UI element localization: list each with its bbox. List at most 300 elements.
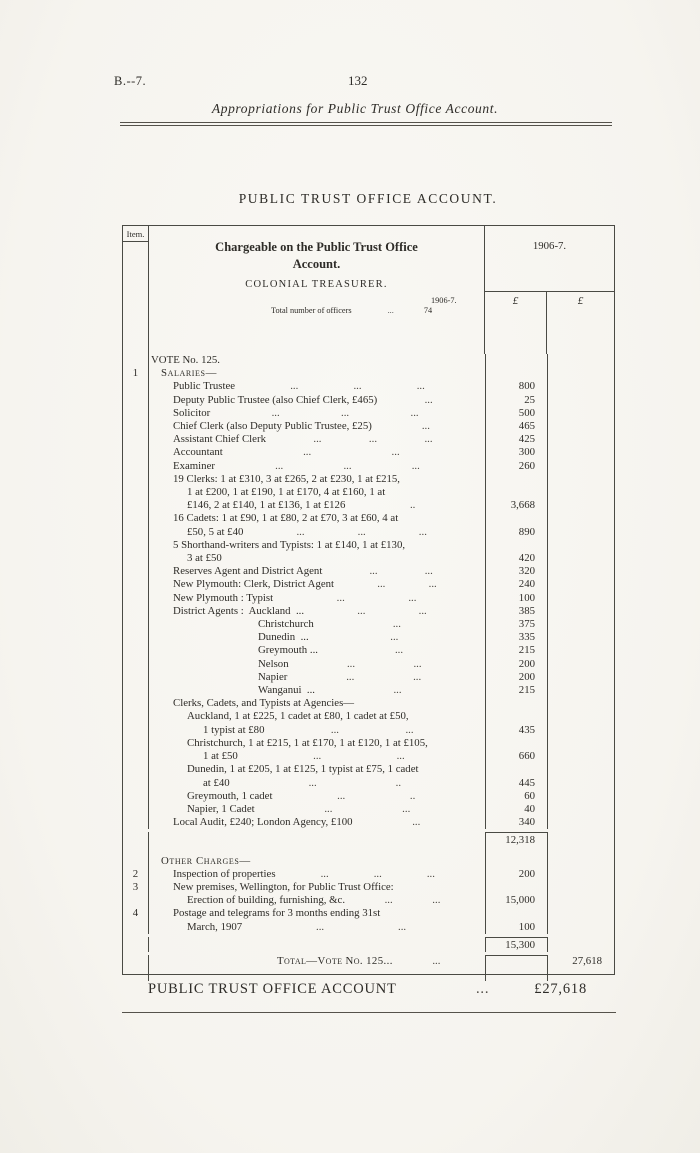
row-text: Reserves Agent and District Agent [173, 565, 323, 578]
item-number-cell [123, 737, 149, 750]
item-number-cell [123, 816, 149, 829]
total-amount-cell [548, 848, 614, 855]
amount-cell: 890 [486, 526, 548, 539]
description-cell [149, 631, 486, 644]
item-number-cell [123, 512, 149, 525]
item-number-cell [123, 710, 149, 723]
row-text: Salaries— [161, 367, 217, 380]
total-amount-cell [548, 803, 614, 816]
amount-cell: 200 [486, 658, 548, 671]
table-row [123, 816, 614, 829]
total-amount-cell [548, 737, 614, 750]
item-number-cell [123, 446, 149, 459]
table-row [123, 790, 614, 803]
row-text: Auckland, 1 at £225, 1 cadet at £80, 1 cadet at £50, [187, 710, 409, 723]
description-cell [149, 658, 486, 671]
leader-dots: ... ... ... [313, 433, 433, 446]
table-row [123, 420, 614, 433]
leader-dots: ... [421, 420, 430, 433]
row-text: Greymouth, 1 cadet [187, 789, 273, 802]
leader-dots: ... ... [369, 565, 433, 578]
amount-cell: 200 [486, 671, 548, 684]
table-row [123, 631, 614, 644]
description-cell [149, 420, 486, 433]
running-title: Appropriations for Public Trust Office Account. [211, 101, 499, 116]
leader-dots: ... ... ... [290, 380, 425, 393]
description-cell [149, 937, 486, 952]
row-text: March, 1907 [187, 920, 243, 933]
doc-reference: B.--7. [114, 74, 147, 88]
table-row [123, 354, 614, 367]
total-amount-cell [548, 968, 614, 981]
row-text: Dunedin, 1 at £205, 1 at £125, 1 typist at £75, 1 cadet [187, 763, 419, 776]
item-number-cell: 3 [123, 881, 149, 894]
amount-cell [486, 968, 548, 981]
total-amount-cell [548, 433, 614, 446]
leader-dots: ... ... [346, 657, 422, 670]
currency-symbol-col2: £ [577, 295, 584, 307]
amount-cell [486, 848, 548, 855]
item-number-cell [123, 658, 149, 671]
total-amount-cell [548, 816, 614, 829]
total-amount-cell [548, 354, 614, 367]
description-cell [149, 354, 486, 367]
item-number-cell [123, 921, 149, 934]
table-row [123, 605, 614, 618]
total-amount-cell [548, 907, 614, 920]
leader-dots: ... [393, 684, 402, 697]
description-cell [149, 539, 486, 552]
amount-cell [486, 710, 548, 723]
table-row [123, 552, 614, 565]
officers-leader-dots: ... [387, 306, 394, 315]
leader-dots: ... ... ... [275, 459, 420, 472]
row-text: Christchurch, 1 at £215, 1 at £170, 1 at £120, 1 at £105, [187, 736, 428, 749]
table-row [123, 855, 614, 868]
table-row [123, 697, 614, 710]
description-cell [149, 433, 486, 446]
row-text: Nelson [258, 657, 289, 670]
amount-cell [486, 697, 548, 710]
row-text: Deputy Public Trustee (also Chief Clerk, £465) [173, 393, 378, 406]
table-row [123, 671, 614, 684]
table-row [123, 367, 614, 380]
total-amount-cell [548, 486, 614, 499]
amount-cell: 200 [486, 868, 548, 881]
row-text: £50, 5 at £40 [187, 525, 244, 538]
row-text: District Agents : Auckland ... [173, 604, 305, 617]
amount-cell: 260 [486, 460, 548, 473]
description-cell [149, 724, 486, 737]
item-number-cell: 2 [123, 868, 149, 881]
item-number-cell [123, 420, 149, 433]
row-text: Napier [258, 670, 288, 683]
item-number-cell [123, 565, 149, 578]
row-text: Solicitor [173, 406, 211, 419]
description-cell [149, 968, 486, 981]
item-number-cell [123, 578, 149, 591]
amount-cell [486, 367, 548, 380]
item-number-cell: 4 [123, 907, 149, 920]
row-text: Chief Clerk (also Deputy Public Trustee, £25) [173, 420, 372, 433]
row-text: Wanganui ... [258, 684, 315, 697]
total-amount-cell [548, 526, 614, 539]
total-amount-cell [548, 394, 614, 407]
table-row [123, 539, 614, 552]
description-cell [149, 737, 486, 750]
table-row [123, 592, 614, 605]
total-amount-cell [548, 473, 614, 486]
description-cell [149, 763, 486, 776]
table-row [123, 848, 614, 855]
table-row [123, 618, 614, 631]
amount-cell: 500 [486, 407, 548, 420]
row-text: Inspection of properties [173, 867, 276, 880]
total-amount-cell: 27,618 [572, 954, 602, 967]
amount-cell: 60 [486, 790, 548, 803]
table-row [123, 473, 614, 486]
double-rule-divider [120, 122, 612, 126]
total-amount-cell [548, 832, 614, 847]
table-row [123, 407, 614, 420]
table-row [123, 803, 614, 816]
table-row [123, 644, 614, 657]
item-number-cell [123, 499, 149, 512]
row-text: Christchurch [258, 618, 314, 631]
amount-cell: 300 [486, 446, 548, 459]
row-text: £146, 2 at £140, 1 at £136, 1 at £126 [187, 499, 346, 512]
row-text: Public Trustee [173, 380, 236, 393]
total-amount-cell [548, 790, 614, 803]
total-amount-cell [548, 618, 614, 631]
item-number-cell [123, 697, 149, 710]
item-number-cell [123, 763, 149, 776]
total-amount-cell [548, 592, 614, 605]
table-row [123, 658, 614, 671]
colonial-treasurer-heading: COLONIAL TREASURER. [245, 279, 388, 290]
table-row [123, 446, 614, 459]
table-row [123, 433, 614, 446]
table-row [123, 894, 614, 907]
officers-year-label: 1906-7. [431, 296, 457, 305]
total-amount-cell [548, 552, 614, 565]
table-row [123, 460, 614, 473]
item-number-cell [123, 644, 149, 657]
total-amount-cell [548, 446, 614, 459]
description-cell [149, 832, 486, 847]
table-row [123, 921, 614, 934]
amount-cell: 40 [486, 803, 548, 816]
description-cell [149, 367, 486, 380]
officers-count: 74 [423, 306, 433, 315]
table-row [123, 724, 614, 737]
total-amount-cell [548, 420, 614, 433]
leader-dots: ... ... [303, 446, 400, 459]
description-cell [149, 552, 486, 565]
table-row [123, 512, 614, 525]
description-cell [149, 592, 486, 605]
item-column-header [123, 226, 149, 354]
description-cell [149, 955, 486, 968]
officers-label: Total number of officers [271, 306, 352, 315]
total-amount-cell [548, 460, 614, 473]
row-text: 1 at £50 [203, 750, 238, 763]
leader-dots: ... ... [357, 604, 427, 617]
leader-dots: ... ... [377, 578, 437, 591]
amount-cell: 420 [486, 552, 548, 565]
description-cell [149, 446, 486, 459]
table-row [123, 380, 614, 393]
table-body [123, 354, 614, 981]
total-amount-cell [548, 881, 614, 894]
total-amount-cell [548, 724, 614, 737]
total-amount-cell [548, 697, 614, 710]
description-cell [149, 790, 486, 803]
table-row [123, 578, 614, 591]
row-text: Clerks, Cadets, and Typists at Agencies— [173, 697, 355, 710]
amount-cell: 425 [486, 433, 548, 446]
footer-leader-dots: ... [475, 981, 490, 997]
officers-count-line [149, 306, 484, 315]
total-amount-cell [548, 380, 614, 393]
table-row [123, 955, 614, 968]
amount-cell [486, 473, 548, 486]
table-row [123, 777, 614, 790]
amount-cell [486, 539, 548, 552]
amount-cell: 12,318 [486, 832, 548, 847]
leader-dots: ... ... [346, 670, 422, 683]
amount-cell: 800 [486, 380, 548, 393]
description-cell [149, 460, 486, 473]
leader-dots: ... ... [316, 920, 407, 933]
total-amount-cell [548, 631, 614, 644]
table-row [123, 737, 614, 750]
total-amount-cell [548, 750, 614, 763]
leader-dots: ... [424, 393, 433, 406]
row-text: Examiner [173, 459, 215, 472]
description-cell [149, 848, 486, 855]
bottom-rule [122, 1012, 616, 1013]
account-table [122, 225, 615, 975]
section-title: PUBLIC TRUST OFFICE ACCOUNT. [238, 191, 498, 206]
item-number-cell [123, 684, 149, 697]
main-column-header [149, 226, 485, 354]
item-number-cell [123, 486, 149, 499]
leader-dots: ... [432, 954, 441, 967]
item-number-cell [123, 848, 149, 855]
description-cell [149, 684, 486, 697]
amount-cell: 3,668 [486, 499, 548, 512]
page-number: 132 [348, 73, 368, 88]
amount-cell: 100 [486, 592, 548, 605]
amount-cell: 375 [486, 618, 548, 631]
item-number-cell: 1 [123, 367, 149, 380]
total-amount-cell [548, 684, 614, 697]
leader-dots: ... .. [308, 776, 402, 789]
item-number-cell [123, 777, 149, 790]
footer-amount: £27,618 [534, 981, 587, 997]
item-number-cell [123, 790, 149, 803]
description-cell [149, 777, 486, 790]
row-text: 3 at £50 [187, 552, 222, 565]
amount-cell [486, 763, 548, 776]
description-cell [149, 750, 486, 763]
row-text: Napier, 1 Cadet [187, 802, 255, 815]
table-row [123, 565, 614, 578]
chargeable-heading: Chargeable on the Public Trust Office Account. [215, 240, 418, 271]
row-text: Accountant [173, 446, 223, 459]
description-cell [149, 499, 486, 512]
row-text: 5 Shorthand-writers and Typists: 1 at £140, 1 at £130, [173, 538, 406, 551]
description-cell [149, 473, 486, 486]
amount-cell: 215 [486, 684, 548, 697]
amount-cell: 435 [486, 724, 548, 737]
leader-dots: ... [390, 631, 399, 644]
total-amount-cell [548, 671, 614, 684]
leader-dots: ... ... [384, 894, 441, 907]
leader-dots: ... ... ... [296, 525, 427, 538]
total-amount-cell [548, 565, 614, 578]
amount-cell [486, 512, 548, 525]
item-number-cell [123, 407, 149, 420]
amount-cell [486, 354, 548, 367]
amount-cell [486, 955, 548, 968]
amount-cell: 335 [486, 631, 548, 644]
row-text: New premises, Wellington, for Public Trust Office: [173, 880, 394, 893]
description-cell [149, 671, 486, 684]
currency-header-row [485, 292, 614, 354]
leader-dots: ... ... [324, 802, 411, 815]
amount-cell: 340 [486, 816, 548, 829]
description-cell [149, 855, 486, 868]
description-cell [149, 394, 486, 407]
total-amount-cell [548, 921, 614, 934]
description-cell [149, 803, 486, 816]
description-cell [149, 618, 486, 631]
item-number-cell [123, 671, 149, 684]
description-cell [149, 881, 486, 894]
item-number-cell [123, 955, 149, 968]
total-amount-cell [548, 710, 614, 723]
row-text: New Plymouth: Clerk, District Agent [173, 578, 335, 591]
row-text: VOTE No. 125. [151, 354, 220, 366]
money-columns-header [485, 226, 614, 354]
item-number-cell [123, 832, 149, 847]
row-text: 1 at £200, 1 at £190, 1 at £170, 4 at £160, 1 at [187, 486, 386, 499]
item-number-cell [123, 937, 149, 952]
amount-cell [486, 737, 548, 750]
item-number-cell [123, 354, 149, 367]
total-amount-cell [548, 512, 614, 525]
footer-total-line [122, 981, 615, 998]
row-text: Postage and telegrams for 3 months ending 31st [173, 907, 381, 920]
currency-symbol-col1: £ [485, 292, 547, 354]
description-cell [149, 380, 486, 393]
amount-cell: 25 [486, 394, 548, 407]
row-text: New Plymouth : Typist [173, 591, 274, 604]
row-text: Other Charges— [161, 854, 251, 867]
description-cell [149, 921, 486, 934]
item-number-cell [123, 803, 149, 816]
item-number-cell [123, 552, 149, 565]
total-amount-cell [548, 868, 614, 881]
description-cell [149, 710, 486, 723]
description-cell [149, 697, 486, 710]
table-row [123, 486, 614, 499]
description-cell [149, 578, 486, 591]
description-cell [149, 512, 486, 525]
total-amount-cell [548, 539, 614, 552]
row-text: Erection of building, furnishing, &c. [187, 894, 346, 907]
table-row [123, 868, 614, 881]
item-number-cell [123, 894, 149, 907]
item-number-cell [123, 631, 149, 644]
table-row [123, 937, 614, 952]
item-number-cell [123, 526, 149, 539]
table-row [123, 394, 614, 407]
total-amount-cell [548, 499, 614, 512]
description-cell [149, 565, 486, 578]
total-amount-cell [548, 605, 614, 618]
row-text: Total—Vote No. 125... [277, 954, 393, 967]
item-number-cell [123, 380, 149, 393]
item-number-cell [123, 460, 149, 473]
item-number-cell [123, 433, 149, 446]
row-text: 1 typist at £80 [203, 723, 265, 736]
table-row [123, 881, 614, 894]
leader-dots: ... [394, 644, 404, 657]
table-filler-row [123, 968, 614, 981]
year-heading: 1906-7. [485, 226, 614, 292]
leader-dots: ... ... [330, 723, 414, 736]
leader-dots: .. [409, 499, 416, 512]
amount-cell [486, 855, 548, 868]
amount-cell: 445 [486, 777, 548, 790]
amount-cell [486, 486, 548, 499]
item-number-cell [123, 855, 149, 868]
description-cell [149, 526, 486, 539]
item-column-label: Item. [123, 226, 148, 242]
leader-dots: ... [412, 816, 421, 829]
table-row [123, 832, 614, 847]
leader-dots: ... ... [336, 591, 417, 604]
total-amount-cell [548, 407, 614, 420]
amount-cell: 215 [486, 644, 548, 657]
item-number-cell [123, 750, 149, 763]
table-header [123, 226, 614, 354]
leader-dots: ... ... [313, 750, 405, 763]
table-row [123, 907, 614, 920]
table-row [123, 750, 614, 763]
description-cell [149, 605, 486, 618]
amount-cell: 15,300 [486, 937, 548, 952]
item-number-cell [123, 394, 149, 407]
description-cell [149, 894, 486, 907]
row-text: Dunedin ... [258, 631, 309, 644]
total-amount-cell [548, 855, 614, 868]
amount-cell [486, 881, 548, 894]
item-number-cell [123, 473, 149, 486]
description-cell [149, 644, 486, 657]
total-amount-cell [548, 777, 614, 790]
table-row [123, 710, 614, 723]
table-row [123, 499, 614, 512]
leader-dots: ... ... ... [320, 867, 435, 880]
total-amount-cell [548, 763, 614, 776]
amount-cell [486, 907, 548, 920]
total-amount-cell [548, 937, 614, 952]
amount-cell: 385 [486, 605, 548, 618]
